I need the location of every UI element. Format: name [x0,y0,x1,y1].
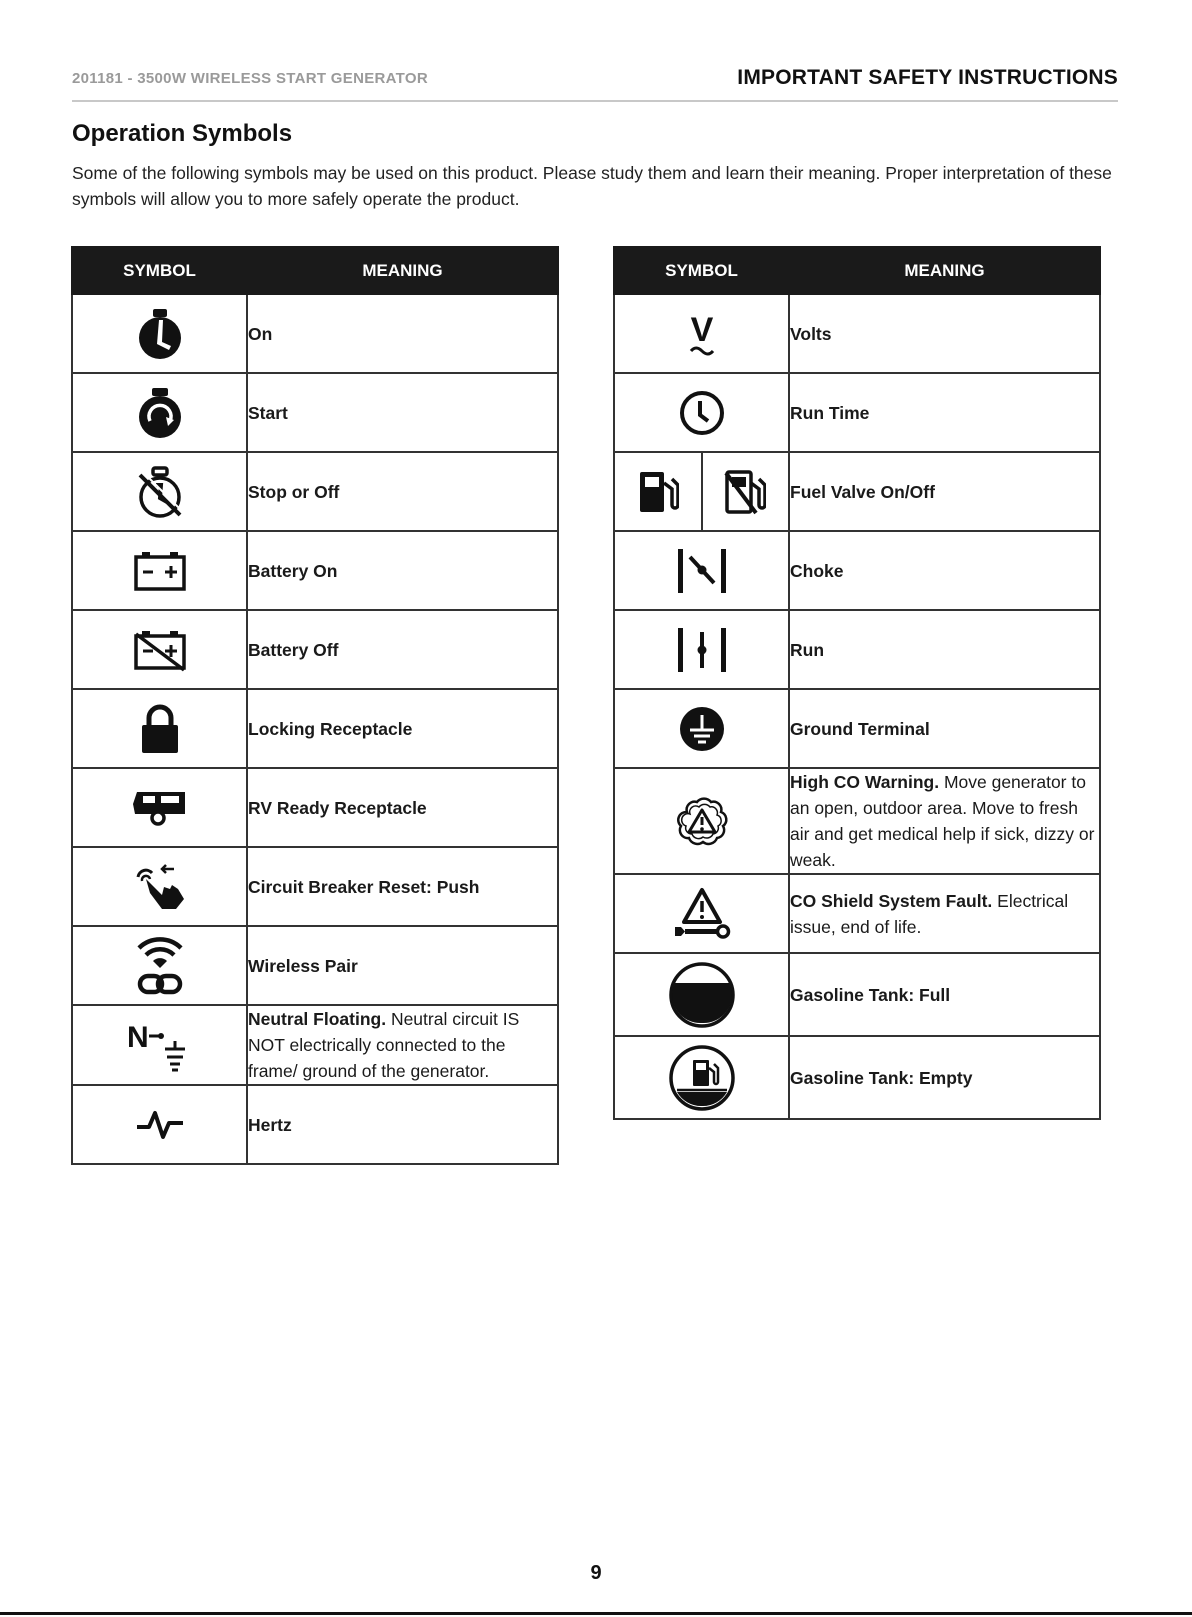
fuel-valve-symbol-cell [614,452,789,531]
table-row [72,926,558,1005]
meaning-text: Circuit Breaker Reset: Push [247,847,558,926]
meaning-text: Battery Off [247,610,558,689]
volts-icon [686,311,718,357]
table-row [614,373,1100,452]
padlock-icon [140,704,180,754]
meaning-text [247,1005,558,1085]
symbol-column-header: SYMBOL [614,247,789,294]
engine-stop-icon [136,465,184,519]
section-title: IMPORTANT SAFETY INSTRUCTIONS [737,66,1118,89]
meaning-bold-lead: High CO Warning. [790,772,940,792]
table-row [72,1005,558,1085]
volts-glyph: V [690,310,713,349]
tank-empty-icon [668,1044,736,1112]
engine-start-icon [137,387,183,439]
meaning-detail: Neutral circuit IS NOT electrically connected to the frame/ ground of the generator. [248,1009,520,1081]
meaning-detail: Move generator to an open, outdoor area. Move to fresh air and get medical help if sick, dizzy or weak. [790,772,1095,870]
battery-on-icon [133,550,187,592]
ground-terminal-icon [678,705,726,753]
meaning-text: Stop or Off [247,452,558,531]
choke-icon [676,547,728,595]
table-row [72,768,558,847]
meaning-text: Battery On [247,531,558,610]
svg-text:N: N [126,1021,149,1054]
table-row [614,689,1100,768]
meaning-text: Start [247,373,558,452]
table-row [72,294,558,373]
symbols-table-left [71,246,559,1165]
page-title: Operation Symbols [72,120,293,147]
meaning-text: Gasoline Tank: Full [789,953,1100,1036]
meaning-text: Fuel Valve On/Off [789,452,1100,531]
fuel-pump-on-icon [637,469,679,515]
table-row [614,531,1100,610]
clock-icon [679,390,725,436]
meaning-text: On [247,294,558,373]
meaning-text: Hertz [247,1085,558,1164]
meaning-bold-lead: CO Shield System Fault. [790,890,993,911]
wireless-pair-icon [135,934,185,998]
meaning-text [789,768,1100,874]
meaning-detail: Electrical issue, end of life. [790,890,1069,937]
hertz-wave-icon [135,1109,185,1141]
page-number: 9 [590,1562,602,1584]
table-row [72,610,558,689]
symbol-column-header: SYMBOL [72,247,247,294]
meaning-text: Volts [789,294,1100,373]
table-row [614,768,1100,874]
meaning-text: Wireless Pair [247,926,558,1005]
table-row [614,874,1100,953]
meaning-column-header: MEANING [789,247,1100,294]
table-row [72,1085,558,1164]
table-row [72,689,558,768]
rv-trailer-icon [131,788,189,828]
co-warning-cloud-icon [673,792,731,850]
table-row [72,847,558,926]
table-row [614,610,1100,689]
meaning-text: Run [789,610,1100,689]
fuel-pump-off-icon [724,469,766,515]
table-row [614,294,1100,373]
table-row [72,452,558,531]
meaning-text [789,874,1100,953]
meaning-text: Locking Receptacle [247,689,558,768]
table-row [72,373,558,452]
push-reset-hand-icon [132,863,188,911]
meaning-text: Ground Terminal [789,689,1100,768]
table-row [614,452,1100,531]
meaning-text: Run Time [789,373,1100,452]
table-header-row [614,247,1100,294]
meaning-text: RV Ready Receptacle [247,768,558,847]
table-row [72,531,558,610]
page-header [72,66,1118,102]
tank-full-icon [668,961,736,1029]
run-icon [676,626,728,674]
bottom-rule [0,1612,1192,1615]
symbols-table-right [613,246,1101,1120]
table-header-row [72,247,558,294]
document-id: 201181 - 3500W WIRELESS START GENERATOR [72,70,428,87]
neutral-floating-icon [127,1017,193,1073]
meaning-column-header: MEANING [247,247,558,294]
meaning-text: Choke [789,531,1100,610]
engine-on-icon [137,308,183,360]
co-shield-fault-icon [673,886,731,942]
table-row [614,1036,1100,1119]
intro-paragraph: Some of the following symbols may be used on this product. Please study them and learn their meaning. Proper interpretation of these symbols will allow you to more safely operate the product. [72,163,1112,209]
table-row [614,953,1100,1036]
meaning-text: Gasoline Tank: Empty [789,1036,1100,1119]
battery-off-icon [133,628,187,672]
meaning-bold-lead: Neutral Floating. [248,1009,387,1029]
